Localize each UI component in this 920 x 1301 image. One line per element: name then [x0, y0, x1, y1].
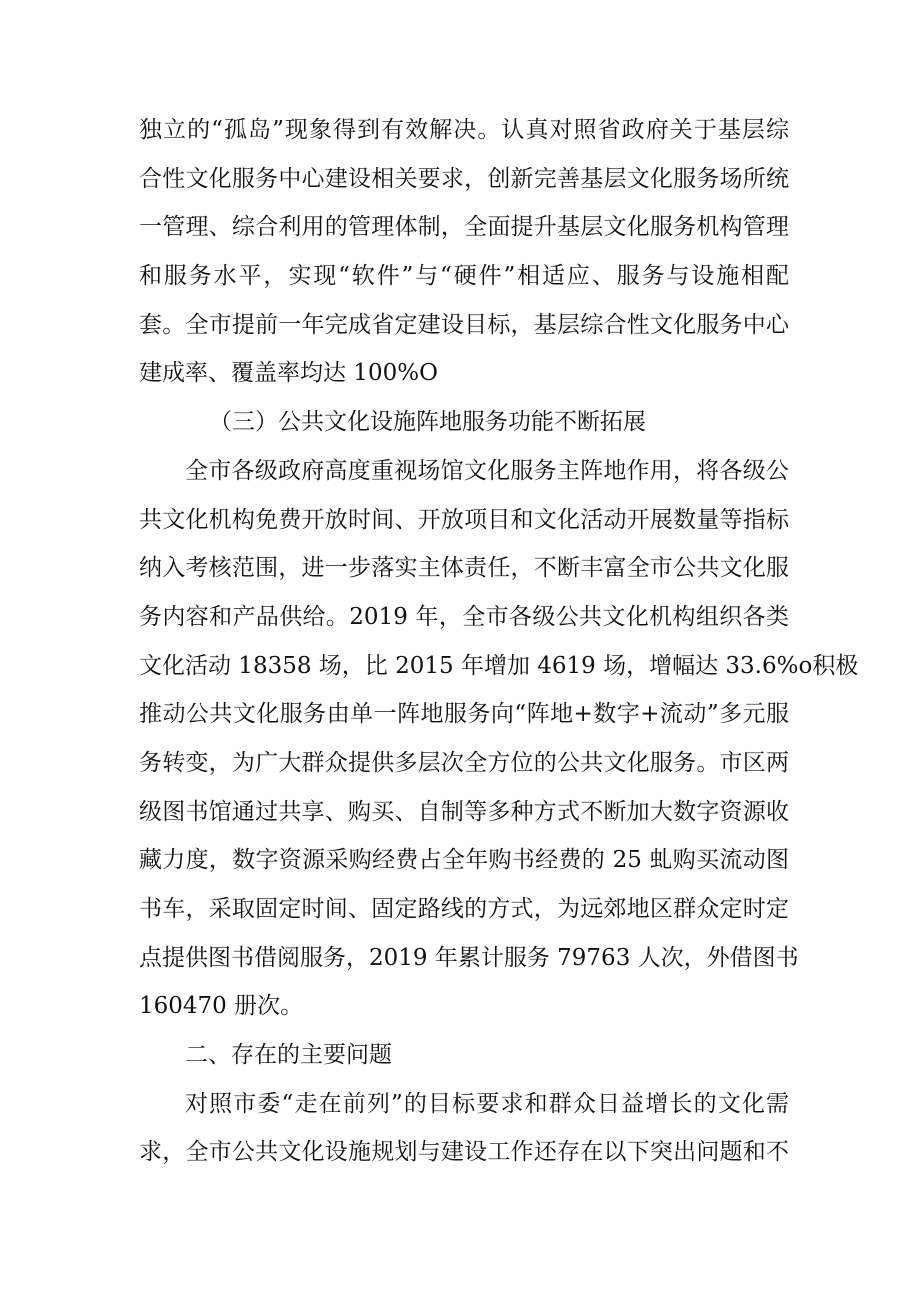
paragraph-line: 共文化机构免费开放时间、开放项目和文化活动开展数量等指标 — [139, 506, 789, 533]
paragraph-line: 文化活动 18358 场，比 2015 年增加 4619 场，增幅达 33.6%o积极 — [139, 652, 859, 679]
paragraph-line: 和服务水平，实现“软件”与“硬件”相适应、服务与设施相配 — [139, 263, 789, 290]
paragraph-line: 纳入考核范围，进一步落实主体责任，不断丰富全市公共文化服 — [139, 555, 789, 582]
paragraph-line: 合性文化服务中心建设相关要求，创新完善基层文化服务场所统 — [139, 165, 789, 192]
paragraph-line: 点提供图书借阅服务，2019 年累计服务 79763 人次，外借图书 — [139, 944, 799, 971]
paragraph-line: 求，全市公共文化设施规划与建设工作还存在以下突出问题和不 — [139, 1139, 789, 1166]
paragraph-line: 书车，采取固定时间、固定路线的方式，为远郊地区群众定时定 — [139, 896, 789, 922]
paragraph-line: 160470 册次。 — [139, 993, 304, 1020]
section-heading: （三）公共文化设施阵地服务功能不断拓展 — [209, 409, 646, 436]
paragraph-line: 藏力度，数字资源采购经费占全年购书经费的 25 虬购买流动图 — [139, 847, 789, 874]
paragraph-line: 独立的“孤岛”现象得到有效解决。认真对照省政府关于基层综 — [139, 117, 789, 143]
paragraph-line: 务内容和产品供给。2019 年，全市各级公共文化机构组织各类 — [139, 603, 789, 630]
paragraph-line: 推动公共文化服务由单一阵地服务向“阵地+数字+流动”多元服 — [139, 701, 789, 728]
paragraph-line: 建成率、覆盖率均达 100%O — [139, 360, 438, 387]
paragraph-line: 一管理、综合利用的管理体制，全面提升基层文化服务机构管理 — [139, 214, 789, 241]
document-body — [139, 106, 859, 1177]
paragraph-line: 套。全市提前一年完成省定建设目标，基层综合性文化服务中心 — [139, 311, 789, 338]
paragraph-line: 级图书馆通过共享、购买、自制等多种方式不断加大数字资源收 — [139, 798, 789, 825]
paragraph-line: 务转变，为广大群众提供多层次全方位的公共文化服务。市区两 — [139, 749, 789, 776]
paragraph-line: 全市各级政府高度重视场馆文化服务主阵地作用，将各级公 — [185, 457, 789, 484]
paragraph-line: 对照市委“走在前列”的目标要求和群众日益增长的文化需 — [185, 1090, 789, 1117]
section-heading: 二、存在的主要问题 — [185, 1042, 392, 1069]
